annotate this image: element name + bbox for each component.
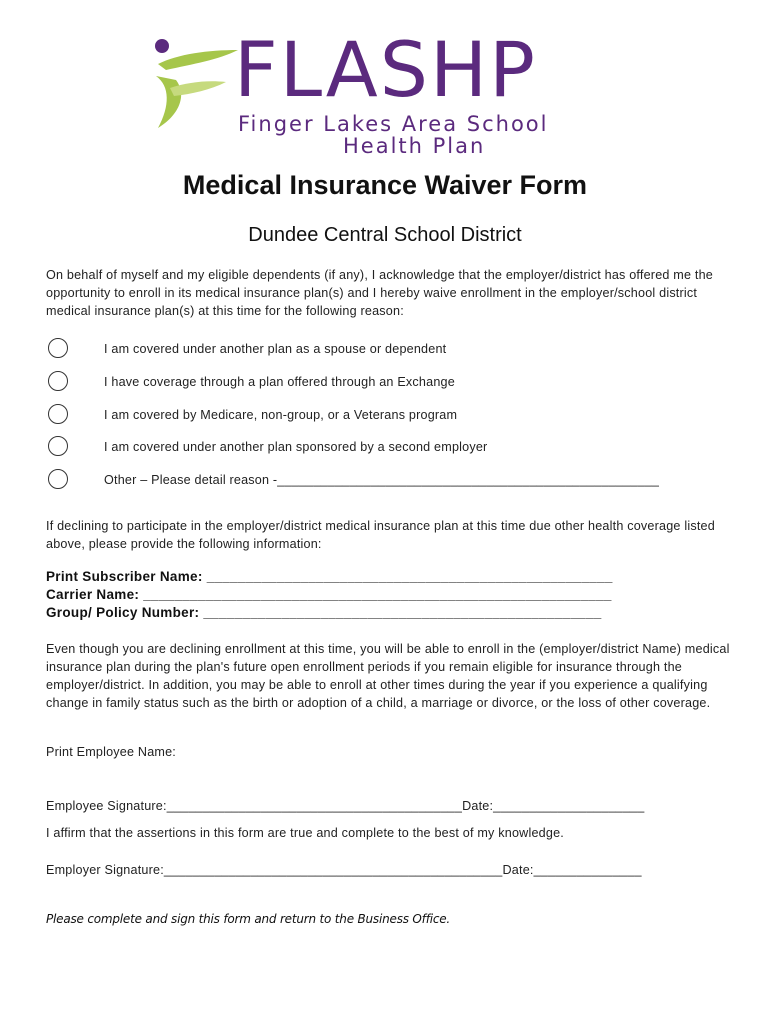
option-label: I have coverage through a plan offered through an Exchange	[104, 375, 455, 389]
logo-subtitle-line2: Health Plan	[343, 134, 486, 158]
subscriber-name-field[interactable]: Print Subscriber Name: ____________________________________________________	[46, 569, 613, 584]
option-label: I am covered under another plan sponsored by a second employer	[104, 440, 488, 454]
group-policy-field[interactable]: Group/ Policy Number: ___________________________________________________	[46, 605, 602, 620]
option-second-employer[interactable]	[48, 436, 728, 462]
option-label: I am covered by Medicare, non-group, or a Veterans program	[104, 408, 458, 422]
radio-button[interactable]	[48, 469, 68, 489]
leaf-figure-icon	[148, 36, 243, 136]
employer-signature-field[interactable]: Employer Signature:_______________________________________________Date:_______________	[46, 863, 642, 877]
form-title: Medical Insurance Waiver Form	[182, 170, 588, 200]
option-spouse-dependent[interactable]	[48, 338, 728, 364]
carrier-name-field[interactable]: Carrier Name: ____________________________________________________________	[46, 587, 612, 602]
affirmation-text: I affirm that the assertions in this form are true and complete to the best of my knowledge.	[46, 826, 564, 840]
radio-button[interactable]	[48, 338, 68, 358]
radio-button[interactable]	[48, 371, 68, 391]
declining-paragraph: If declining to participate in the employer/district medical insurance plan at this time due other health coverage listed above, please provide the following information:	[46, 519, 715, 551]
radio-button[interactable]	[48, 436, 68, 456]
option-label: Other – Please detail reason -_____________________________________________________	[104, 473, 660, 487]
option-exchange[interactable]	[48, 371, 728, 397]
enrollment-paragraph: Even though you are declining enrollment at this time, you will be able to enroll in the (employer/district Name) medical insurance plan during the plan's future open enrollment periods if you remain eligible for insurance through the employer/district. In addition, you may be able to enroll at other times during the year if you experience a qualifying change in family status such as the birth or adoption of a child, a marriage or divorce, or the loss of other coverage.	[46, 642, 730, 710]
option-medicare[interactable]	[48, 404, 728, 430]
option-other[interactable]	[48, 469, 728, 495]
district-name: Dundee Central School District	[248, 224, 522, 246]
logo-wordmark: FLASHP	[234, 25, 538, 114]
print-employee-name-field[interactable]: Print Employee Name:	[46, 745, 176, 759]
footer-instruction: Please complete and sign this form and return to the Business Office.	[46, 912, 451, 926]
flashp-logo	[148, 25, 618, 162]
radio-button[interactable]	[48, 404, 68, 424]
option-label: I am covered under another plan as a spouse or dependent	[104, 342, 447, 356]
employee-signature-field[interactable]: Employee Signature:_________________________________________Date:_____________________	[46, 799, 645, 813]
intro-paragraph: On behalf of myself and my eligible dependents (if any), I acknowledge that the employer/district has offered me the opportunity to enroll in its medical insurance plan(s) and I hereby waive enrollment in the employer/school district medical insurance plan(s) at this time for the following reason:	[46, 268, 713, 318]
logo-subtitle-line1: Finger Lakes Area School	[238, 112, 549, 136]
